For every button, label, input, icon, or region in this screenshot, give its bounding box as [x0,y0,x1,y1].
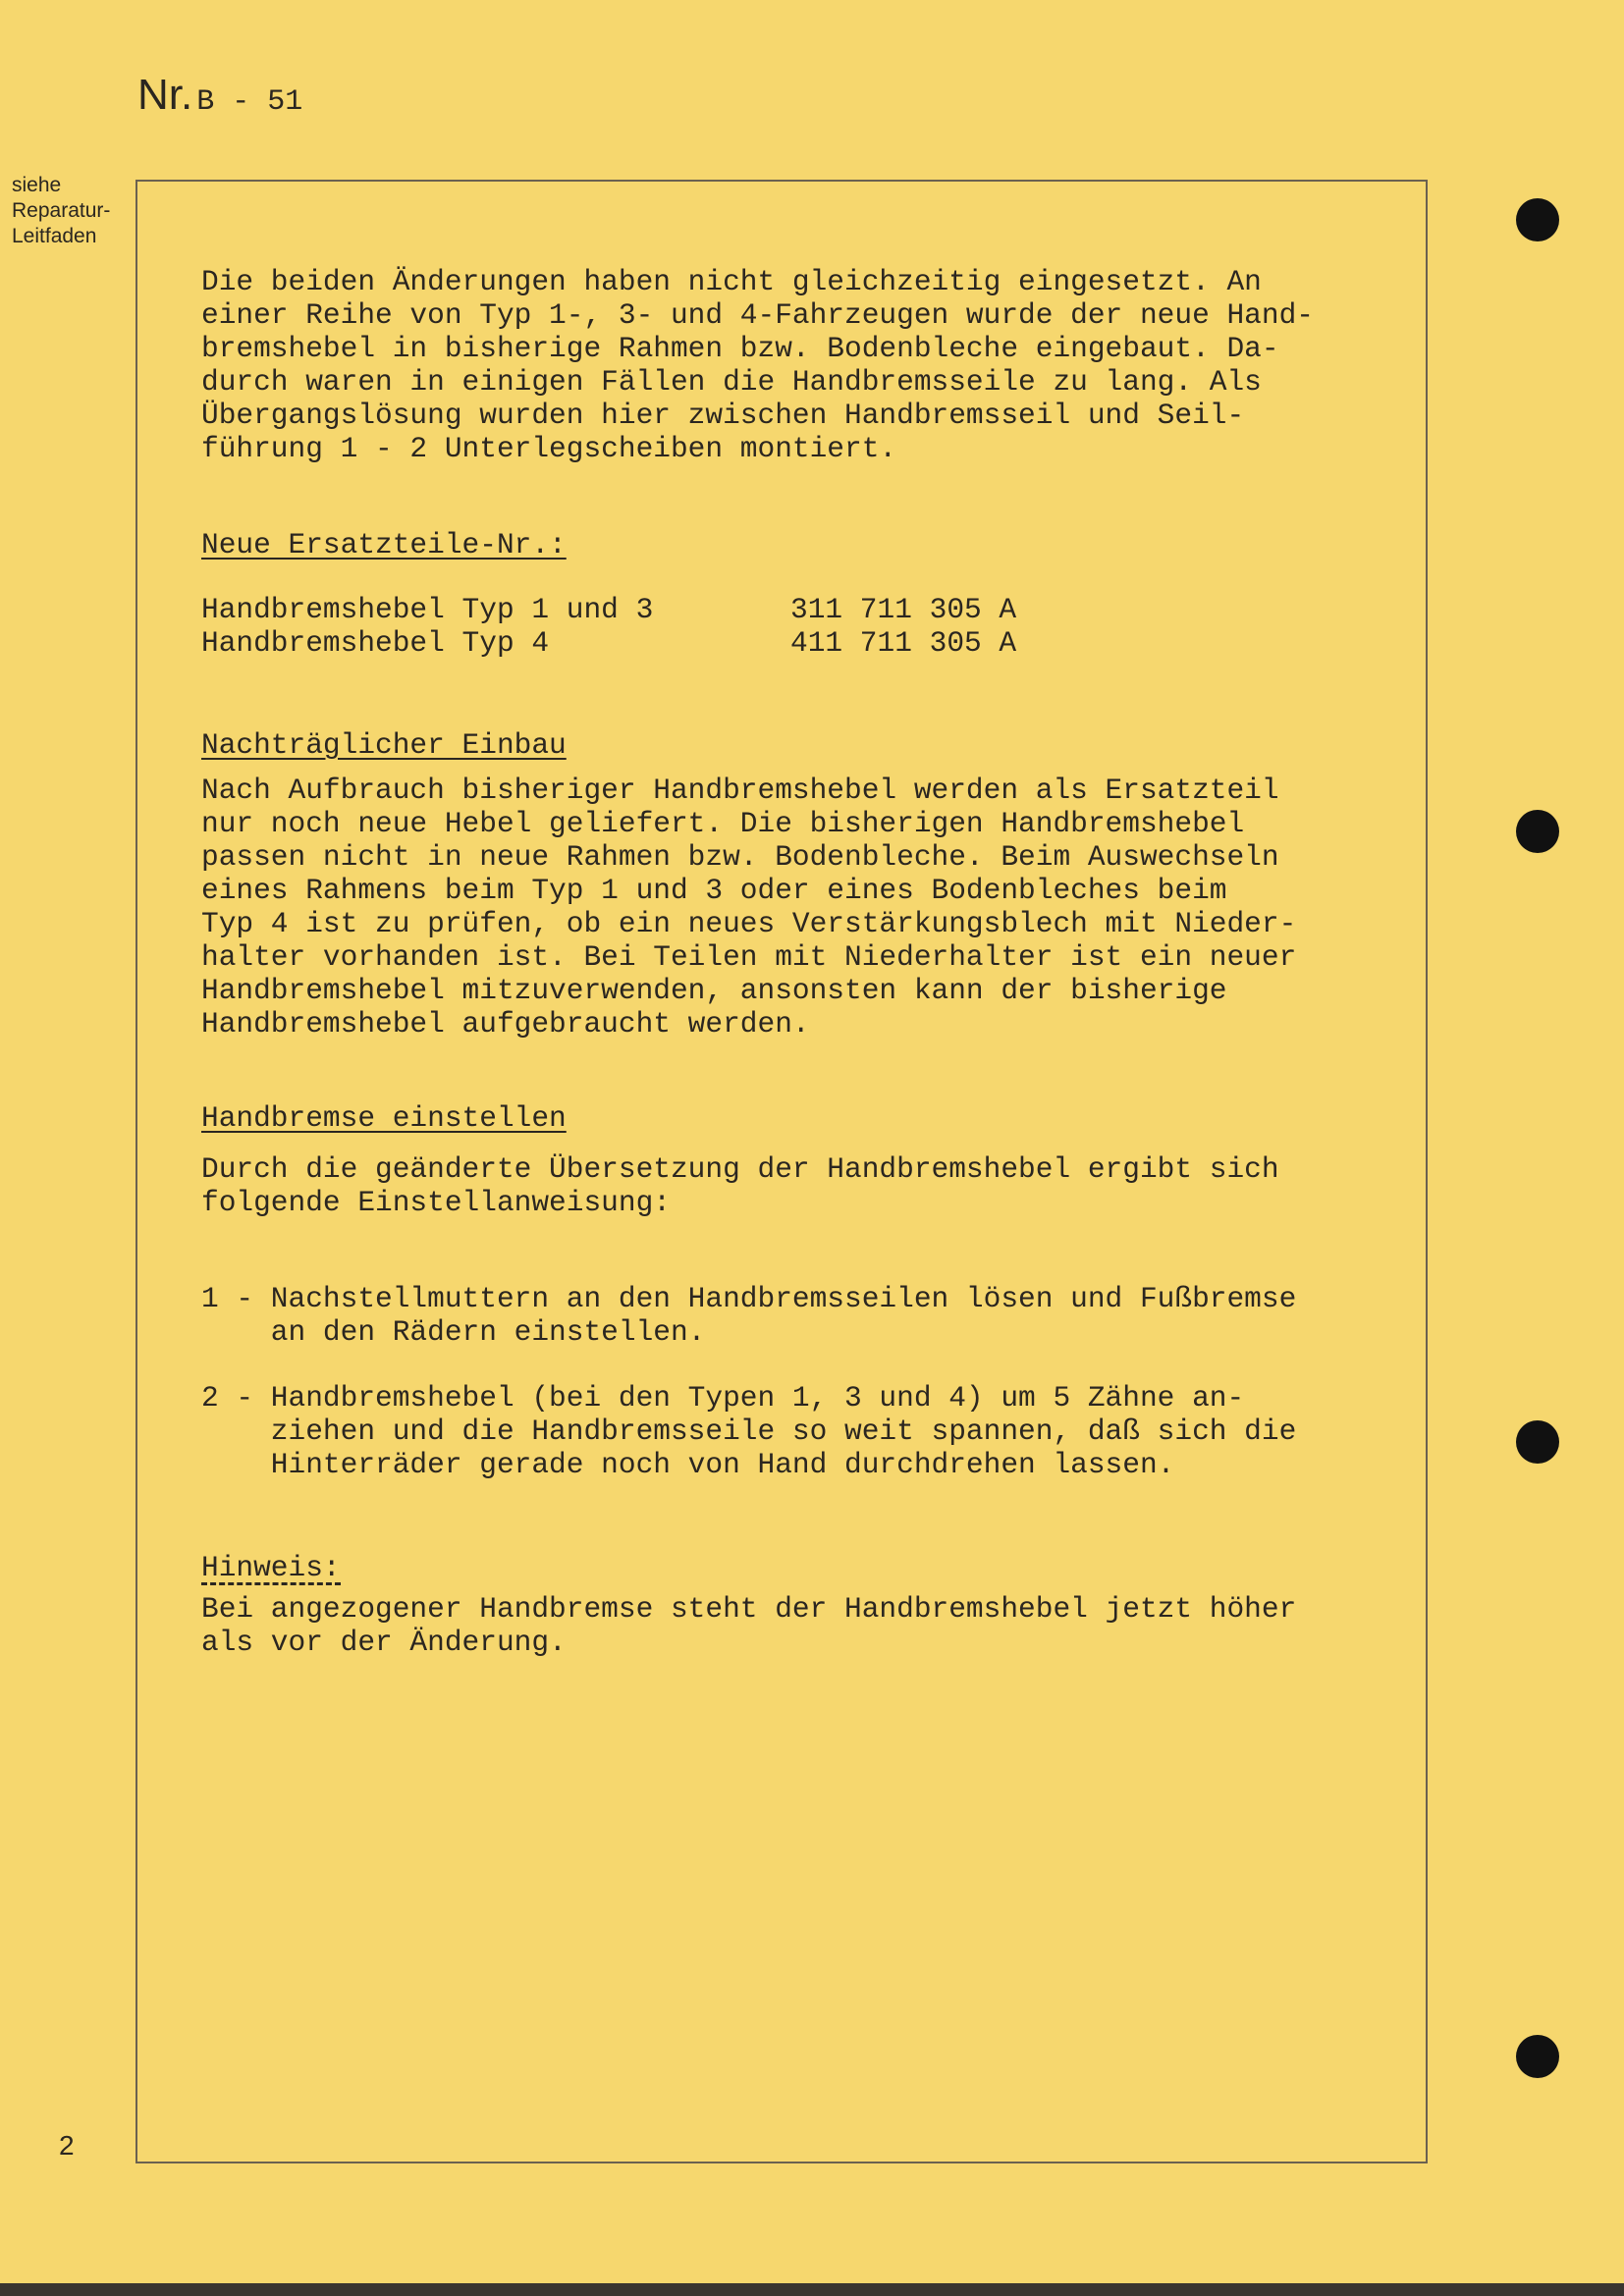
text-line: Handbremshebel aufgebraucht werden. [201,1007,810,1041]
side-note-line: Reparatur- [12,199,111,222]
nr-label: Nr. [137,71,193,119]
text-line: 1 - Nachstellmuttern an den Handbremsseilen lösen und Fußbremse [201,1282,1297,1315]
text-line: Bei angezogener Handbremse steht der Handbremshebel jetzt höher [201,1592,1297,1626]
text-line: Typ 4 ist zu prüfen, ob ein neues Verstärkungsblech mit Nieder- [201,907,1297,940]
step-1 [201,1282,1296,1349]
side-note-line: Leitfaden [12,225,97,247]
text-line: führung 1 - 2 Unterlegscheiben montiert. [201,432,897,465]
text-line: Die beiden Änderungen haben nicht gleichzeitig eingesetzt. An [201,265,1262,298]
punch-hole [1516,2035,1559,2078]
part-number: 311 711 305 A [790,593,1017,626]
text-line: 2 - Handbremshebel (bei den Typen 1, 3 und 4) um 5 Zähne an- [201,1381,1245,1415]
punch-hole [1516,810,1559,853]
parts-heading: Neue Ersatzteile-Nr.: [201,528,567,561]
page-number: 2 [59,2130,75,2161]
text-line: halter vorhanden ist. Bei Teilen mit Niederhalter ist ein neuer [201,940,1297,974]
document-number [137,71,302,120]
text-line: an den Rädern einstellen. [201,1315,706,1349]
side-note [12,173,110,249]
note-heading-text: Hinweis: [201,1551,341,1584]
retrofit-heading: Nachträglicher Einbau [201,728,567,762]
text-line: Nach Aufbrauch bisheriger Handbremshebel werden als Ersatzteil [201,774,1279,807]
part-number: 411 711 305 A [790,626,1017,660]
punch-hole [1516,1420,1559,1464]
intro-paragraph [201,265,1314,465]
step-2 [201,1381,1296,1481]
text-line: Handbremshebel mitzuverwenden, ansonsten kann der bisherige [201,974,1227,1007]
note-paragraph [201,1592,1296,1659]
note-heading [201,1551,341,1585]
text-line: eines Rahmens beim Typ 1 und 3 oder eines Bodenbleches beim [201,874,1227,907]
side-note-line: siehe [12,174,62,196]
text-line: durch waren in einigen Fällen die Handbremsseile zu lang. Als [201,365,1262,399]
text-line: Übergangslösung wurden hier zwischen Handbremsseil und Seil- [201,399,1245,432]
punch-hole [1516,198,1559,241]
text-line: Hinterräder gerade noch von Hand durchdrehen lassen. [201,1448,1175,1481]
text-line: folgende Einstellanweisung: [201,1186,671,1219]
text-line: als vor der Änderung. [201,1626,567,1659]
text-line: passen nicht in neue Rahmen bzw. Bodenbleche. Beim Auswechseln [201,840,1279,874]
part-name: Handbremshebel Typ 4 [201,626,550,660]
nr-code: B - 51 [196,85,303,119]
part-name: Handbremshebel Typ 1 und 3 [201,593,654,626]
text-line: ziehen und die Handbremsseile so weit spannen, daß sich die [201,1415,1297,1448]
adjust-heading: Handbremse einstellen [201,1101,567,1135]
retrofit-paragraph [201,774,1296,1041]
text-line: einer Reihe von Typ 1-, 3- und 4-Fahrzeugen wurde der neue Hand- [201,298,1314,332]
text-line: Durch die geänderte Übersetzung der Handbremshebel ergibt sich [201,1152,1279,1186]
adjust-paragraph [201,1152,1279,1219]
scan-edge [0,2283,1624,2296]
text-line: nur noch neue Hebel geliefert. Die bisherigen Handbremshebel [201,807,1245,840]
text-line: bremshebel in bisherige Rahmen bzw. Bodenbleche eingebaut. Da- [201,332,1279,365]
